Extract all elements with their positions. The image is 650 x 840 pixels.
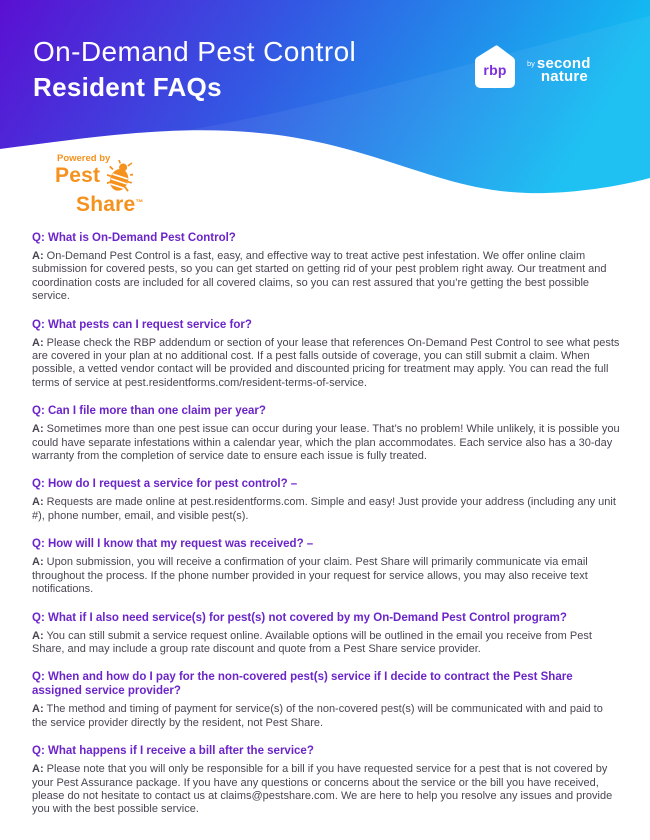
answer-label: A: xyxy=(32,763,44,776)
pestshare-name-pest: Pest xyxy=(55,164,101,187)
answer-label: A: xyxy=(32,336,44,349)
by-label: by xyxy=(527,59,535,68)
faq-question: Q: What pests can I request service for? xyxy=(32,318,252,331)
pestshare-logo xyxy=(55,153,144,216)
answer-label: A: xyxy=(32,423,44,436)
answer-text: Upon submission, you will receive a confirmation of your claim. Pest Share will primarily communicate via email throughout the process. If the phone number provided in your request for service allows, you may also receive text notifications. xyxy=(32,556,588,596)
faq-answer xyxy=(32,763,620,817)
brand-line-second: second xyxy=(536,55,591,72)
brand-line-nature: nature xyxy=(540,68,588,85)
answer-text: Please note that you will only be responsible for a bill if you have requested service for a pest that is not covered by your Pest Assurance package. If you have any questions or concerns about the service or the bill you have received, please do not hesitate to contact us at claims@pestshare.com. We are here to help you resolve any issues and provide you with the best possible service. xyxy=(32,763,613,816)
faq-question: Q: How do I request a service for pest control? – xyxy=(32,478,298,491)
trademark-symbol: ™ xyxy=(135,198,144,207)
faq-item xyxy=(32,231,620,304)
faq-question: Q: When and how do I pay for the non-covered pest(s) service if I decide to contract the Pest Share assigned service provider? xyxy=(32,671,573,698)
answer-text: Sometimes more than one pest issue can occur during your lease. That’s no problem! While unlikely, it is possible you could have separate infestations within a calendar year, which the plan accommodates. Each service also has a 30-day warranty from the completion of service date to ensure each issue is fully treated. xyxy=(32,423,620,463)
rbp-logo-text: rbp xyxy=(483,62,507,78)
page-subtitle: Resident FAQs xyxy=(33,72,222,102)
faq-item xyxy=(32,477,620,523)
faq-answer xyxy=(32,630,620,657)
pestshare-name-share: Share™ xyxy=(76,193,144,216)
faq-question: Q: How will I know that my request was received? – xyxy=(32,538,314,551)
faq-answer xyxy=(32,337,620,391)
answer-label: A: xyxy=(32,629,44,642)
answer-text: On-Demand Pest Control is a fast, easy, and effective way to treat active pest infestation. We offer online claim submission for covered pests, so you can get started on getting rid of your pest problem right away. Our treatment and coordination costs are included for all covered claims, so you can rest assured that you’re getting the best possible service. xyxy=(32,250,607,303)
faq-question: Q: Can I file more than one claim per year? xyxy=(32,405,266,418)
answer-label: A: xyxy=(32,250,44,262)
faq-question: Q: What is On-Demand Pest Control? xyxy=(32,232,236,244)
faq-item xyxy=(32,611,620,657)
faq-answer xyxy=(32,250,620,304)
faq-question: Q: What happens if I receive a bill after the service? xyxy=(32,745,314,758)
faq-item xyxy=(32,670,620,730)
answer-label: A: xyxy=(32,703,44,716)
powered-by-label: Powered by xyxy=(57,153,111,164)
answer-text: Requests are made online at pest.residentforms.com. Simple and easy! Just provide your address (including any unit #), phone number, email, and visible pest(s). xyxy=(32,496,616,522)
second-nature-wordmark xyxy=(527,57,591,83)
answer-text: You can still submit a service request online. Available options will be outlined in the email you receive from Pest Share, and may include a group rate discount and quote from a Pest Share service provider. xyxy=(32,629,592,655)
faq-item xyxy=(32,744,620,817)
faq-answer xyxy=(32,496,620,523)
faq-item xyxy=(32,318,620,391)
answer-text: The method and timing of payment for service(s) of the non-covered pest(s) will be communicated with and paid to the service provider directly by the resident, not Pest Share. xyxy=(32,703,603,729)
faq-item xyxy=(32,404,620,463)
answer-label: A: xyxy=(32,496,44,509)
page-title: On-Demand Pest Control xyxy=(33,36,357,67)
faq-question: Q: What if I also need service(s) for pest(s) not covered by my On-Demand Pest Control program? xyxy=(32,611,567,624)
faq-answer xyxy=(32,556,620,596)
answer-text: Please check the RBP addendum or section of your lease that references On-Demand Pest Control to see what pests are covered in your plan at no additional cost. If a pest falls outside of coverage, you can still submit a claim. When possible, a vetted vendor contact will be provided and discounted pricing for treatment may apply. You can read the full terms of service at pest.residentforms.com/resident-terms-of-service. xyxy=(32,336,620,389)
faq-item xyxy=(32,537,620,596)
faq-answer xyxy=(32,423,620,463)
answer-label: A: xyxy=(32,556,44,569)
faq-answer xyxy=(32,703,620,730)
bug-icon xyxy=(107,160,133,194)
faq-list xyxy=(32,231,620,831)
